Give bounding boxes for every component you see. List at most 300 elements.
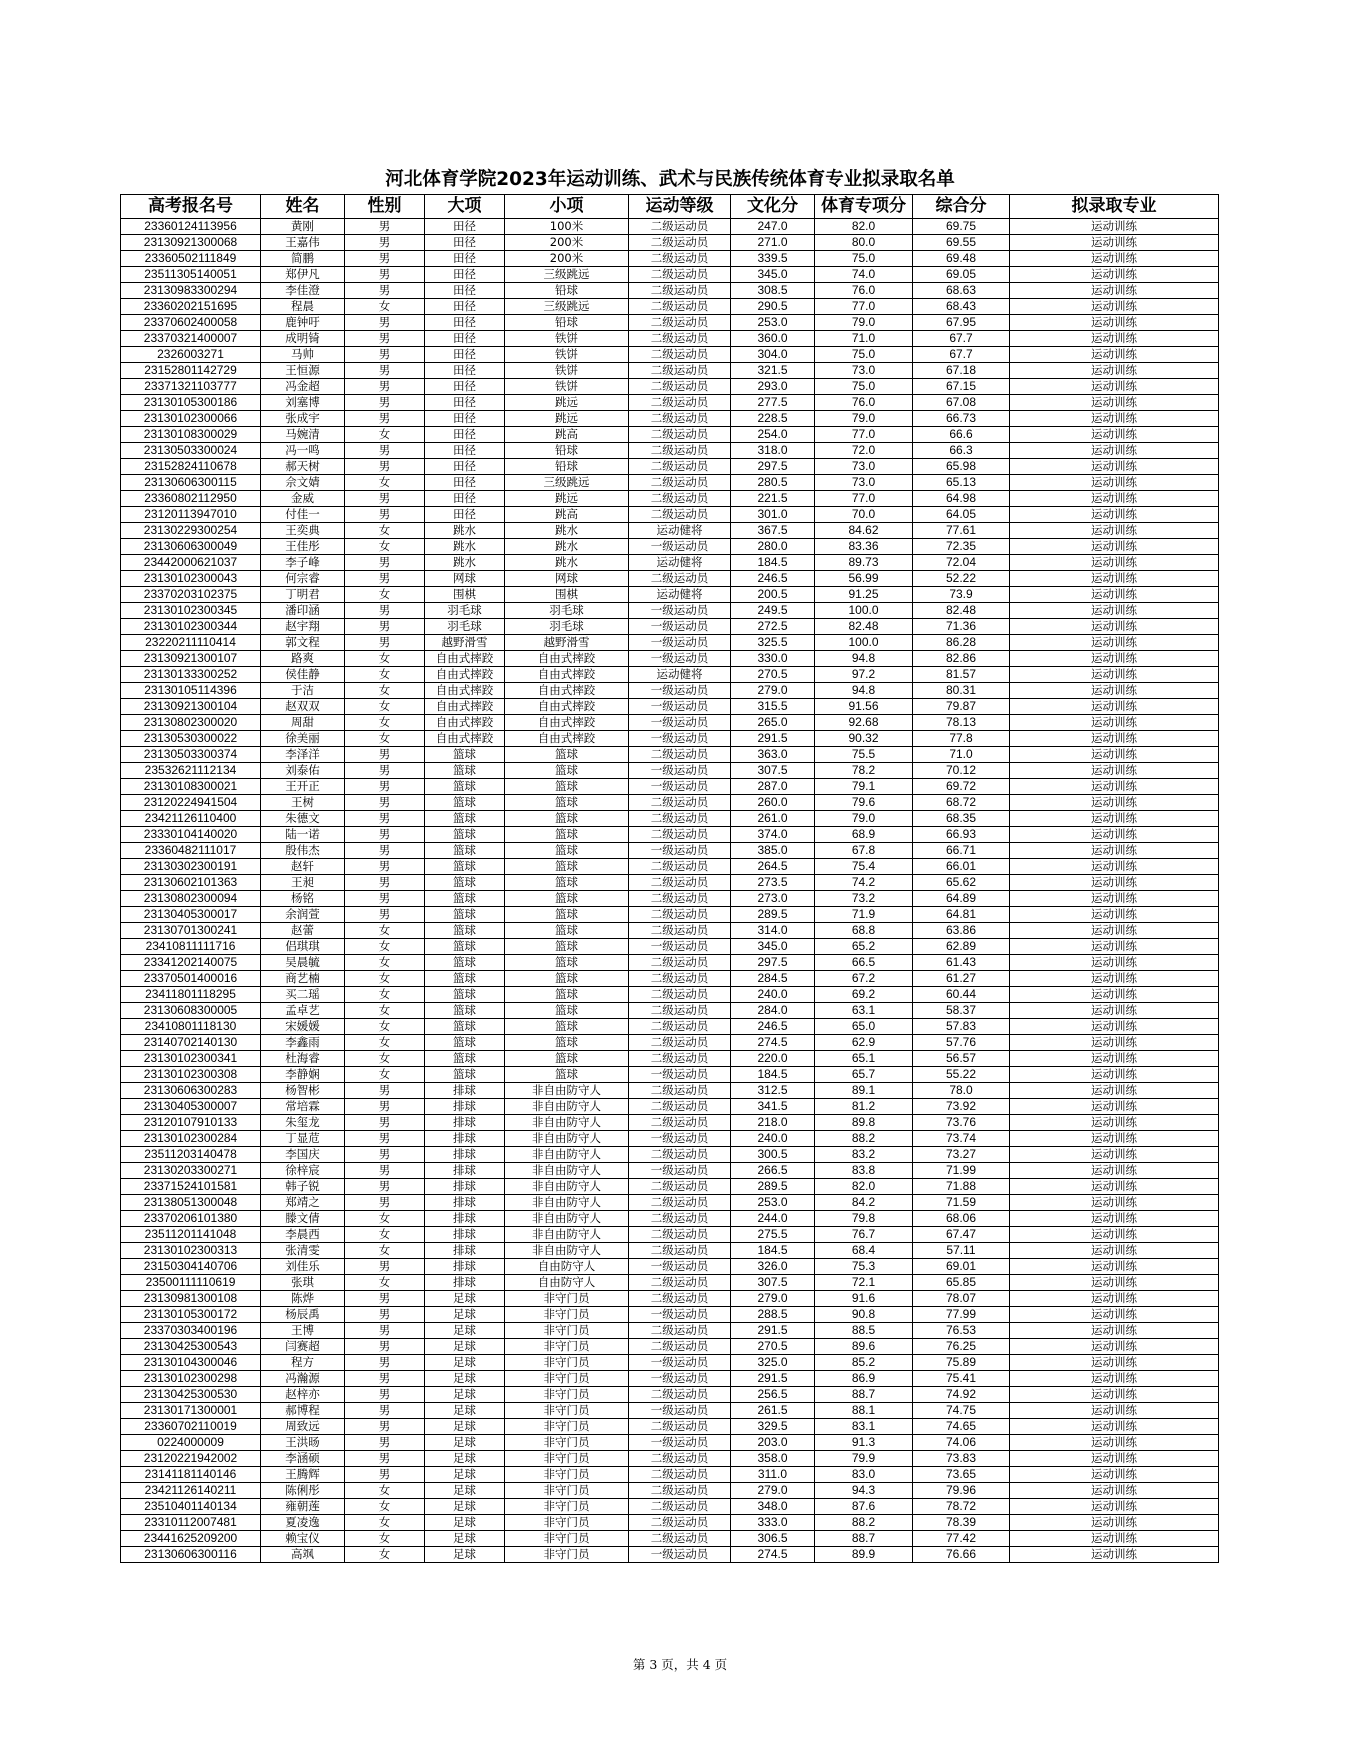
cell-exam-id: 23410801118130 (121, 1019, 261, 1035)
cell-name: 李晨西 (261, 1227, 345, 1243)
cell-sport-category: 篮球 (425, 795, 505, 811)
table-row (121, 411, 1219, 427)
cell-gender: 女 (345, 1035, 425, 1051)
cell-gender: 女 (345, 1211, 425, 1227)
cell-name: 朱玺龙 (261, 1115, 345, 1131)
cell-gender: 女 (345, 987, 425, 1003)
cell-event: 非自由防守人 (505, 1195, 629, 1211)
cell-athlete-level: 二级运动员 (629, 267, 731, 283)
cell-composite-score: 67.15 (913, 379, 1010, 395)
cell-gender: 男 (345, 795, 425, 811)
cell-exam-id: 23500111110619 (121, 1275, 261, 1291)
cell-gender: 女 (345, 683, 425, 699)
cell-athlete-level: 二级运动员 (629, 459, 731, 475)
cell-composite-score: 60.44 (913, 987, 1010, 1003)
cell-name: 郝天树 (261, 459, 345, 475)
cell-major: 运动训练 (1010, 1467, 1219, 1483)
cell-name: 李涵硕 (261, 1451, 345, 1467)
table-row (121, 1115, 1219, 1131)
cell-sport-score: 72.1 (815, 1275, 913, 1291)
table-row (121, 843, 1219, 859)
cell-event: 铅球 (505, 459, 629, 475)
cell-athlete-level: 一级运动员 (629, 779, 731, 795)
cell-major: 运动训练 (1010, 1115, 1219, 1131)
cell-sport-score: 85.2 (815, 1355, 913, 1371)
cell-athlete-level: 运动健将 (629, 587, 731, 603)
table-row (121, 1435, 1219, 1451)
table-row (121, 1067, 1219, 1083)
cell-gender: 男 (345, 347, 425, 363)
cell-gender: 女 (345, 299, 425, 315)
cell-academic-score: 348.0 (731, 1499, 815, 1515)
cell-exam-id: 23130102300313 (121, 1243, 261, 1259)
cell-sport-category: 跳水 (425, 523, 505, 539)
cell-event: 自由式摔跤 (505, 715, 629, 731)
cell-academic-score: 333.0 (731, 1515, 815, 1531)
cell-academic-score: 274.5 (731, 1547, 815, 1563)
cell-name: 侣琪琪 (261, 939, 345, 955)
cell-sport-category: 田径 (425, 283, 505, 299)
cell-composite-score: 77.61 (913, 523, 1010, 539)
cell-sport-category: 围棋 (425, 587, 505, 603)
cell-sport-score: 68.4 (815, 1243, 913, 1259)
cell-sport-category: 篮球 (425, 1051, 505, 1067)
cell-academic-score: 287.0 (731, 779, 815, 795)
cell-composite-score: 66.3 (913, 443, 1010, 459)
cell-composite-score: 63.86 (913, 923, 1010, 939)
cell-sport-category: 足球 (425, 1483, 505, 1499)
cell-event: 非守门员 (505, 1499, 629, 1515)
cell-composite-score: 57.83 (913, 1019, 1010, 1035)
cell-athlete-level: 二级运动员 (629, 427, 731, 443)
cell-composite-score: 69.75 (913, 219, 1010, 235)
cell-event: 铁饼 (505, 347, 629, 363)
table-row (121, 1547, 1219, 1563)
cell-composite-score: 78.39 (913, 1515, 1010, 1531)
column-header-exam-id: 高考报名号 (121, 195, 261, 219)
column-header-gender: 性别 (345, 195, 425, 219)
cell-academic-score: 289.5 (731, 907, 815, 923)
cell-sport-score: 82.0 (815, 219, 913, 235)
cell-name: 张成宇 (261, 411, 345, 427)
cell-sport-category: 篮球 (425, 811, 505, 827)
cell-athlete-level: 二级运动员 (629, 1211, 731, 1227)
cell-composite-score: 82.48 (913, 603, 1010, 619)
cell-athlete-level: 二级运动员 (629, 315, 731, 331)
cell-major: 运动训练 (1010, 1019, 1219, 1035)
cell-name: 吴晨毓 (261, 955, 345, 971)
cell-name: 殷伟杰 (261, 843, 345, 859)
cell-name: 王恒源 (261, 363, 345, 379)
cell-event: 非守门员 (505, 1483, 629, 1499)
cell-sport-category: 自由式摔跤 (425, 651, 505, 667)
cell-sport-category: 田径 (425, 507, 505, 523)
cell-name: 高飒 (261, 1547, 345, 1563)
cell-event: 三级跳远 (505, 267, 629, 283)
cell-name: 赵蕾 (261, 923, 345, 939)
cell-exam-id: 23360502111849 (121, 251, 261, 267)
cell-gender: 女 (345, 1003, 425, 1019)
cell-name: 李泽洋 (261, 747, 345, 763)
table-row (121, 347, 1219, 363)
cell-academic-score: 246.5 (731, 571, 815, 587)
cell-sport-category: 足球 (425, 1323, 505, 1339)
cell-athlete-level: 一级运动员 (629, 635, 731, 651)
cell-sport-score: 88.2 (815, 1131, 913, 1147)
cell-composite-score: 69.55 (913, 235, 1010, 251)
cell-exam-id: 23310112007481 (121, 1515, 261, 1531)
cell-gender: 男 (345, 747, 425, 763)
table-row (121, 1467, 1219, 1483)
cell-major: 运动训练 (1010, 1067, 1219, 1083)
cell-athlete-level: 二级运动员 (629, 1515, 731, 1531)
cell-sport-score: 89.73 (815, 555, 913, 571)
table-row (121, 779, 1219, 795)
cell-sport-category: 自由式摔跤 (425, 667, 505, 683)
cell-sport-score: 77.0 (815, 299, 913, 315)
cell-exam-id: 23532621112134 (121, 763, 261, 779)
cell-name: 马帅 (261, 347, 345, 363)
cell-sport-score: 100.0 (815, 603, 913, 619)
cell-name: 丁显苊 (261, 1131, 345, 1147)
cell-major: 运动训练 (1010, 571, 1219, 587)
cell-gender: 女 (345, 1515, 425, 1531)
cell-event: 铅球 (505, 315, 629, 331)
cell-major: 运动训练 (1010, 491, 1219, 507)
cell-major: 运动训练 (1010, 923, 1219, 939)
cell-academic-score: 279.0 (731, 683, 815, 699)
cell-sport-score: 90.8 (815, 1307, 913, 1323)
cell-athlete-level: 二级运动员 (629, 955, 731, 971)
cell-athlete-level: 一级运动员 (629, 715, 731, 731)
cell-event: 羽毛球 (505, 603, 629, 619)
cell-academic-score: 273.5 (731, 875, 815, 891)
table-row (121, 699, 1219, 715)
cell-major: 运动训练 (1010, 475, 1219, 491)
cell-sport-category: 网球 (425, 571, 505, 587)
cell-athlete-level: 二级运动员 (629, 283, 731, 299)
cell-sport-score: 74.0 (815, 267, 913, 283)
cell-sport-score: 56.99 (815, 571, 913, 587)
cell-academic-score: 312.5 (731, 1083, 815, 1099)
cell-major: 运动训练 (1010, 1387, 1219, 1403)
table-row (121, 1179, 1219, 1195)
cell-athlete-level: 二级运动员 (629, 491, 731, 507)
cell-sport-category: 足球 (425, 1419, 505, 1435)
cell-gender: 女 (345, 955, 425, 971)
cell-event: 非自由防守人 (505, 1243, 629, 1259)
table-row (121, 1483, 1219, 1499)
cell-sport-score: 75.3 (815, 1259, 913, 1275)
cell-sport-category: 篮球 (425, 859, 505, 875)
cell-major: 运动训练 (1010, 1451, 1219, 1467)
cell-academic-score: 341.5 (731, 1099, 815, 1115)
cell-sport-score: 73.0 (815, 459, 913, 475)
cell-gender: 男 (345, 267, 425, 283)
cell-sport-category: 排球 (425, 1243, 505, 1259)
cell-sport-category: 足球 (425, 1339, 505, 1355)
table-header-row (121, 195, 1219, 219)
cell-athlete-level: 二级运动员 (629, 1419, 731, 1435)
cell-composite-score: 73.76 (913, 1115, 1010, 1131)
cell-academic-score: 291.5 (731, 731, 815, 747)
cell-sport-category: 排球 (425, 1259, 505, 1275)
cell-event: 篮球 (505, 747, 629, 763)
cell-name: 徐美丽 (261, 731, 345, 747)
cell-sport-category: 田径 (425, 235, 505, 251)
cell-athlete-level: 二级运动员 (629, 443, 731, 459)
table-row (121, 1099, 1219, 1115)
cell-composite-score: 61.27 (913, 971, 1010, 987)
cell-sport-category: 足球 (425, 1451, 505, 1467)
cell-gender: 男 (345, 779, 425, 795)
cell-athlete-level: 一级运动员 (629, 1547, 731, 1563)
cell-name: 刘泰佑 (261, 763, 345, 779)
cell-exam-id: 23150304140706 (121, 1259, 261, 1275)
cell-exam-id: 23130203300271 (121, 1163, 261, 1179)
cell-major: 运动训练 (1010, 1163, 1219, 1179)
cell-composite-score: 65.13 (913, 475, 1010, 491)
cell-major: 运动训练 (1010, 1307, 1219, 1323)
cell-sport-score: 79.6 (815, 795, 913, 811)
cell-academic-score: 329.5 (731, 1419, 815, 1435)
cell-major: 运动训练 (1010, 251, 1219, 267)
cell-major: 运动训练 (1010, 427, 1219, 443)
table-row (121, 987, 1219, 1003)
table-row (121, 1419, 1219, 1435)
cell-composite-score: 77.8 (913, 731, 1010, 747)
cell-academic-score: 304.0 (731, 347, 815, 363)
cell-sport-category: 羽毛球 (425, 603, 505, 619)
cell-athlete-level: 二级运动员 (629, 827, 731, 843)
cell-sport-category: 篮球 (425, 779, 505, 795)
cell-academic-score: 307.5 (731, 763, 815, 779)
cell-exam-id: 23130229300254 (121, 523, 261, 539)
cell-athlete-level: 二级运动员 (629, 1467, 731, 1483)
cell-sport-category: 田径 (425, 331, 505, 347)
cell-event: 自由式摔跤 (505, 731, 629, 747)
cell-academic-score: 275.5 (731, 1227, 815, 1243)
cell-sport-score: 79.0 (815, 811, 913, 827)
cell-exam-id: 23130606300283 (121, 1083, 261, 1099)
cell-gender: 男 (345, 219, 425, 235)
cell-name: 路爽 (261, 651, 345, 667)
cell-event: 非自由防守人 (505, 1083, 629, 1099)
cell-composite-score: 67.7 (913, 347, 1010, 363)
cell-event: 自由式摔跤 (505, 667, 629, 683)
cell-major: 运动训练 (1010, 1371, 1219, 1387)
cell-major: 运动训练 (1010, 555, 1219, 571)
cell-composite-score: 68.72 (913, 795, 1010, 811)
cell-name: 韩子锐 (261, 1179, 345, 1195)
cell-exam-id: 23130802300020 (121, 715, 261, 731)
cell-athlete-level: 二级运动员 (629, 1035, 731, 1051)
cell-major: 运动训练 (1010, 859, 1219, 875)
cell-athlete-level: 二级运动员 (629, 1179, 731, 1195)
cell-event: 网球 (505, 571, 629, 587)
cell-event: 自由防守人 (505, 1275, 629, 1291)
table-row (121, 971, 1219, 987)
cell-major: 运动训练 (1010, 1515, 1219, 1531)
cell-exam-id: 23152824110678 (121, 459, 261, 475)
cell-sport-score: 91.6 (815, 1291, 913, 1307)
cell-name: 潘印涵 (261, 603, 345, 619)
cell-name: 佘文婧 (261, 475, 345, 491)
cell-major: 运动训练 (1010, 1051, 1219, 1067)
cell-exam-id: 23130425300530 (121, 1387, 261, 1403)
cell-athlete-level: 运动健将 (629, 555, 731, 571)
table-row (121, 1051, 1219, 1067)
cell-exam-id: 23360202151695 (121, 299, 261, 315)
cell-exam-id: 23130171300001 (121, 1403, 261, 1419)
table-row (121, 523, 1219, 539)
cell-sport-score: 67.8 (815, 843, 913, 859)
cell-gender: 男 (345, 555, 425, 571)
table-row (121, 795, 1219, 811)
cell-major: 运动训练 (1010, 1499, 1219, 1515)
cell-sport-category: 自由式摔跤 (425, 699, 505, 715)
table-row (121, 603, 1219, 619)
cell-gender: 男 (345, 1387, 425, 1403)
cell-major: 运动训练 (1010, 747, 1219, 763)
cell-major: 运动训练 (1010, 971, 1219, 987)
cell-composite-score: 73.83 (913, 1451, 1010, 1467)
cell-academic-score: 308.5 (731, 283, 815, 299)
cell-sport-score: 75.5 (815, 747, 913, 763)
cell-academic-score: 311.0 (731, 1467, 815, 1483)
cell-exam-id: 23371524101581 (121, 1179, 261, 1195)
cell-athlete-level: 一级运动员 (629, 763, 731, 779)
cell-academic-score: 266.5 (731, 1163, 815, 1179)
cell-gender: 男 (345, 1419, 425, 1435)
cell-major: 运动训练 (1010, 523, 1219, 539)
cell-sport-category: 田径 (425, 363, 505, 379)
cell-exam-id: 23140702140130 (121, 1035, 261, 1051)
table-row (121, 859, 1219, 875)
table-row (121, 1147, 1219, 1163)
admission-table (120, 194, 1219, 1563)
cell-sport-category: 足球 (425, 1355, 505, 1371)
cell-event: 非守门员 (505, 1403, 629, 1419)
cell-major: 运动训练 (1010, 1547, 1219, 1563)
cell-sport-category: 排球 (425, 1147, 505, 1163)
cell-sport-category: 田径 (425, 347, 505, 363)
cell-academic-score: 270.5 (731, 1339, 815, 1355)
cell-academic-score: 339.5 (731, 251, 815, 267)
cell-sport-score: 66.5 (815, 955, 913, 971)
cell-major: 运动训练 (1010, 315, 1219, 331)
table-row (121, 715, 1219, 731)
cell-composite-score: 74.92 (913, 1387, 1010, 1403)
cell-exam-id: 23130104300046 (121, 1355, 261, 1371)
cell-major: 运动训练 (1010, 1483, 1219, 1499)
cell-major: 运动训练 (1010, 331, 1219, 347)
cell-academic-score: 279.0 (731, 1483, 815, 1499)
cell-gender: 女 (345, 1499, 425, 1515)
cell-academic-score: 228.5 (731, 411, 815, 427)
cell-sport-category: 篮球 (425, 971, 505, 987)
cell-exam-id: 23360802112950 (121, 491, 261, 507)
cell-name: 赵梓亦 (261, 1387, 345, 1403)
cell-composite-score: 76.25 (913, 1339, 1010, 1355)
cell-gender: 男 (345, 1435, 425, 1451)
cell-event: 篮球 (505, 859, 629, 875)
cell-composite-score: 70.12 (913, 763, 1010, 779)
cell-exam-id: 23130606300049 (121, 539, 261, 555)
table-row (121, 539, 1219, 555)
cell-name: 侯佳静 (261, 667, 345, 683)
cell-composite-score: 73.65 (913, 1467, 1010, 1483)
table-row (121, 683, 1219, 699)
cell-athlete-level: 一级运动员 (629, 1355, 731, 1371)
cell-athlete-level: 二级运动员 (629, 507, 731, 523)
cell-sport-category: 足球 (425, 1515, 505, 1531)
cell-name: 刘塞博 (261, 395, 345, 411)
cell-academic-score: 253.0 (731, 1195, 815, 1211)
cell-sport-score: 76.7 (815, 1227, 913, 1243)
cell-athlete-level: 一级运动员 (629, 699, 731, 715)
cell-sport-score: 77.0 (815, 427, 913, 443)
cell-gender: 男 (345, 1179, 425, 1195)
cell-sport-score: 88.2 (815, 1515, 913, 1531)
cell-event: 篮球 (505, 763, 629, 779)
cell-academic-score: 291.5 (731, 1323, 815, 1339)
cell-major: 运动训练 (1010, 1211, 1219, 1227)
cell-gender: 女 (345, 475, 425, 491)
table-row (121, 891, 1219, 907)
cell-name: 冯瀚源 (261, 1371, 345, 1387)
cell-sport-category: 篮球 (425, 955, 505, 971)
cell-exam-id: 23152801142729 (121, 363, 261, 379)
cell-major: 运动训练 (1010, 1003, 1219, 1019)
cell-academic-score: 200.5 (731, 587, 815, 603)
cell-sport-score: 86.9 (815, 1371, 913, 1387)
cell-major: 运动训练 (1010, 267, 1219, 283)
cell-name: 陈俐彤 (261, 1483, 345, 1499)
cell-name: 丁明君 (261, 587, 345, 603)
cell-gender: 男 (345, 859, 425, 875)
table-row (121, 923, 1219, 939)
cell-academic-score: 246.5 (731, 1019, 815, 1035)
cell-gender: 男 (345, 1323, 425, 1339)
cell-gender: 男 (345, 635, 425, 651)
cell-academic-score: 297.5 (731, 459, 815, 475)
cell-sport-category: 自由式摔跤 (425, 715, 505, 731)
cell-major: 运动训练 (1010, 715, 1219, 731)
cell-athlete-level: 一级运动员 (629, 619, 731, 635)
cell-academic-score: 249.5 (731, 603, 815, 619)
cell-gender: 男 (345, 1195, 425, 1211)
cell-athlete-level: 二级运动员 (629, 1115, 731, 1131)
cell-composite-score: 73.74 (913, 1131, 1010, 1147)
cell-major: 运动训练 (1010, 795, 1219, 811)
cell-gender: 男 (345, 1339, 425, 1355)
cell-sport-score: 79.8 (815, 1211, 913, 1227)
cell-major: 运动训练 (1010, 219, 1219, 235)
cell-athlete-level: 二级运动员 (629, 1291, 731, 1307)
cell-name: 赵宇翔 (261, 619, 345, 635)
cell-name: 王洪旸 (261, 1435, 345, 1451)
cell-composite-score: 78.72 (913, 1499, 1010, 1515)
cell-athlete-level: 二级运动员 (629, 1243, 731, 1259)
cell-composite-score: 65.85 (913, 1275, 1010, 1291)
cell-gender: 女 (345, 1019, 425, 1035)
cell-name: 金威 (261, 491, 345, 507)
cell-event: 篮球 (505, 939, 629, 955)
cell-exam-id: 23120224941504 (121, 795, 261, 811)
cell-academic-score: 301.0 (731, 507, 815, 523)
cell-gender: 男 (345, 875, 425, 891)
